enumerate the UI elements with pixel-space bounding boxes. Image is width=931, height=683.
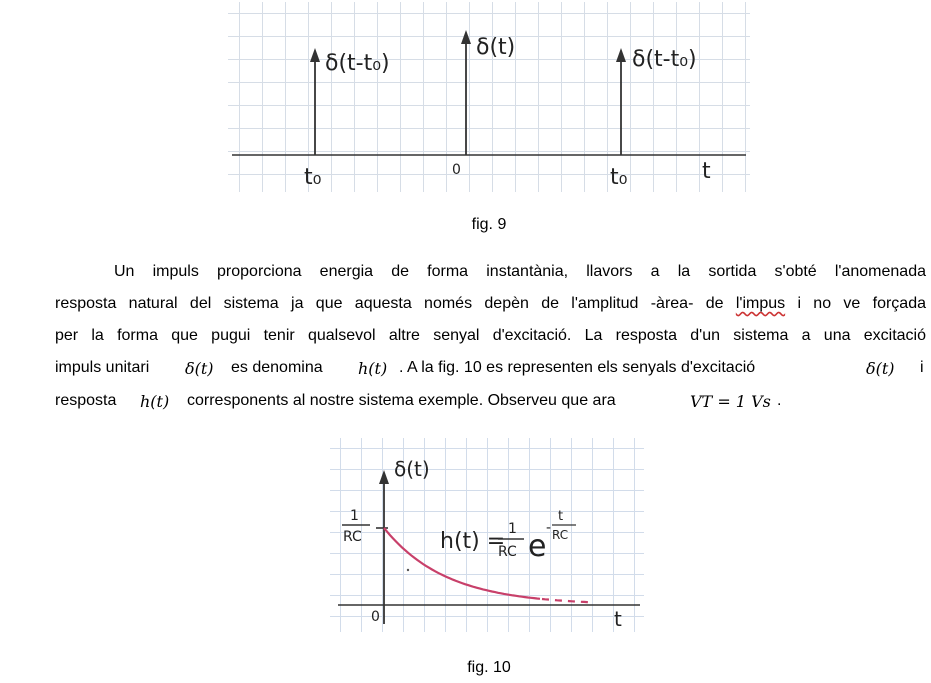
- fig10-exponent-sign: -: [546, 520, 552, 536]
- paragraph-line-2-part-c: i no ve forçada: [785, 295, 927, 312]
- line5-text-2: corresponents al nostre sistema exemple. Observeu que ara: [187, 392, 616, 409]
- paragraph-line-3-text: per la forma que pugui tenir qualsevol altre senyal d'excitació. La resposta d'un sistema a una excitació: [55, 327, 926, 344]
- fig9-right-tick-label: t₀: [610, 165, 628, 190]
- fig10-y-tick-numerator: 1: [350, 508, 359, 524]
- fig10-response-curve-dashed-tail: [542, 599, 590, 602]
- line4-math-h: h(t): [358, 359, 388, 378]
- fig9-center-impulse-label: δ(t): [476, 35, 516, 60]
- fig9-grid: [228, 2, 750, 192]
- fig9-axis-label: t: [702, 159, 711, 184]
- line4-math-delta-2: δ(t): [866, 359, 895, 378]
- paragraph-line-2: [55, 295, 926, 319]
- fig10-exponent-numerator: t: [558, 509, 564, 524]
- line5-text-1: resposta: [55, 392, 117, 409]
- fig9-right-impulse-label: δ(t-t₀): [632, 47, 697, 72]
- line4-text-2: es denomina: [231, 359, 323, 376]
- spelling-flagged-word: l'impus: [735, 295, 786, 312]
- fig10-formula-lhs: h(t) =: [440, 529, 506, 554]
- fig10-origin-label: 0: [371, 609, 380, 625]
- line5-math-vt: VT = 1 Vs: [690, 392, 771, 411]
- fig10-drawing: [330, 438, 644, 632]
- line4-math-delta: δ(t): [185, 359, 214, 378]
- fig10-x-axis-label: t: [614, 607, 622, 631]
- paragraph-line-2-text: [55, 295, 926, 313]
- fig10-stray-dot: [407, 569, 409, 571]
- paragraph-line-2-part-a: resposta natural del sistema ja que aquesta només depèn de l'amplitud -àrea- de: [55, 295, 736, 312]
- paragraph-line-3: [55, 327, 926, 351]
- line4-text-1: impuls unitari: [55, 359, 150, 376]
- fig9-left-impulse-label: δ(t-t₀): [325, 51, 390, 76]
- fig10-formula-denominator: RC: [498, 544, 517, 560]
- fig9-drawing: [228, 2, 750, 192]
- paragraph-line-1: [55, 263, 926, 287]
- line4-text-3: . A la fig. 10 es representen els senyals d'excitació: [399, 359, 756, 376]
- fig10-formula-e: e: [528, 529, 547, 564]
- fig10-formula-numerator: 1: [508, 521, 517, 537]
- fig9-caption: fig. 9: [471, 216, 507, 233]
- fig9-right-arrowhead: [616, 48, 626, 62]
- fig9-left-tick-label: t₀: [304, 165, 322, 190]
- paragraph-line-1-text: Un impuls proporciona energia de forma instantània, llavors a la sortida s'obté l'anomenada: [114, 263, 926, 280]
- fig10-vertical-arrowhead: [379, 470, 389, 484]
- fig10-exponent-denominator: RC: [552, 528, 569, 542]
- fig9-left-arrowhead: [310, 48, 320, 62]
- paragraph-line-4: [55, 359, 926, 383]
- fig10-caption: fig. 10: [467, 659, 511, 676]
- paragraph-line-5: [55, 392, 926, 416]
- line5-math-h: h(t): [140, 392, 170, 411]
- line5-text-3: .: [777, 392, 782, 409]
- fig10-y-tick-denominator: RC: [343, 529, 362, 545]
- fig10-y-axis-label: δ(t): [394, 457, 430, 481]
- line4-text-4: i: [920, 359, 924, 376]
- fig9-origin-label: 0: [452, 162, 461, 178]
